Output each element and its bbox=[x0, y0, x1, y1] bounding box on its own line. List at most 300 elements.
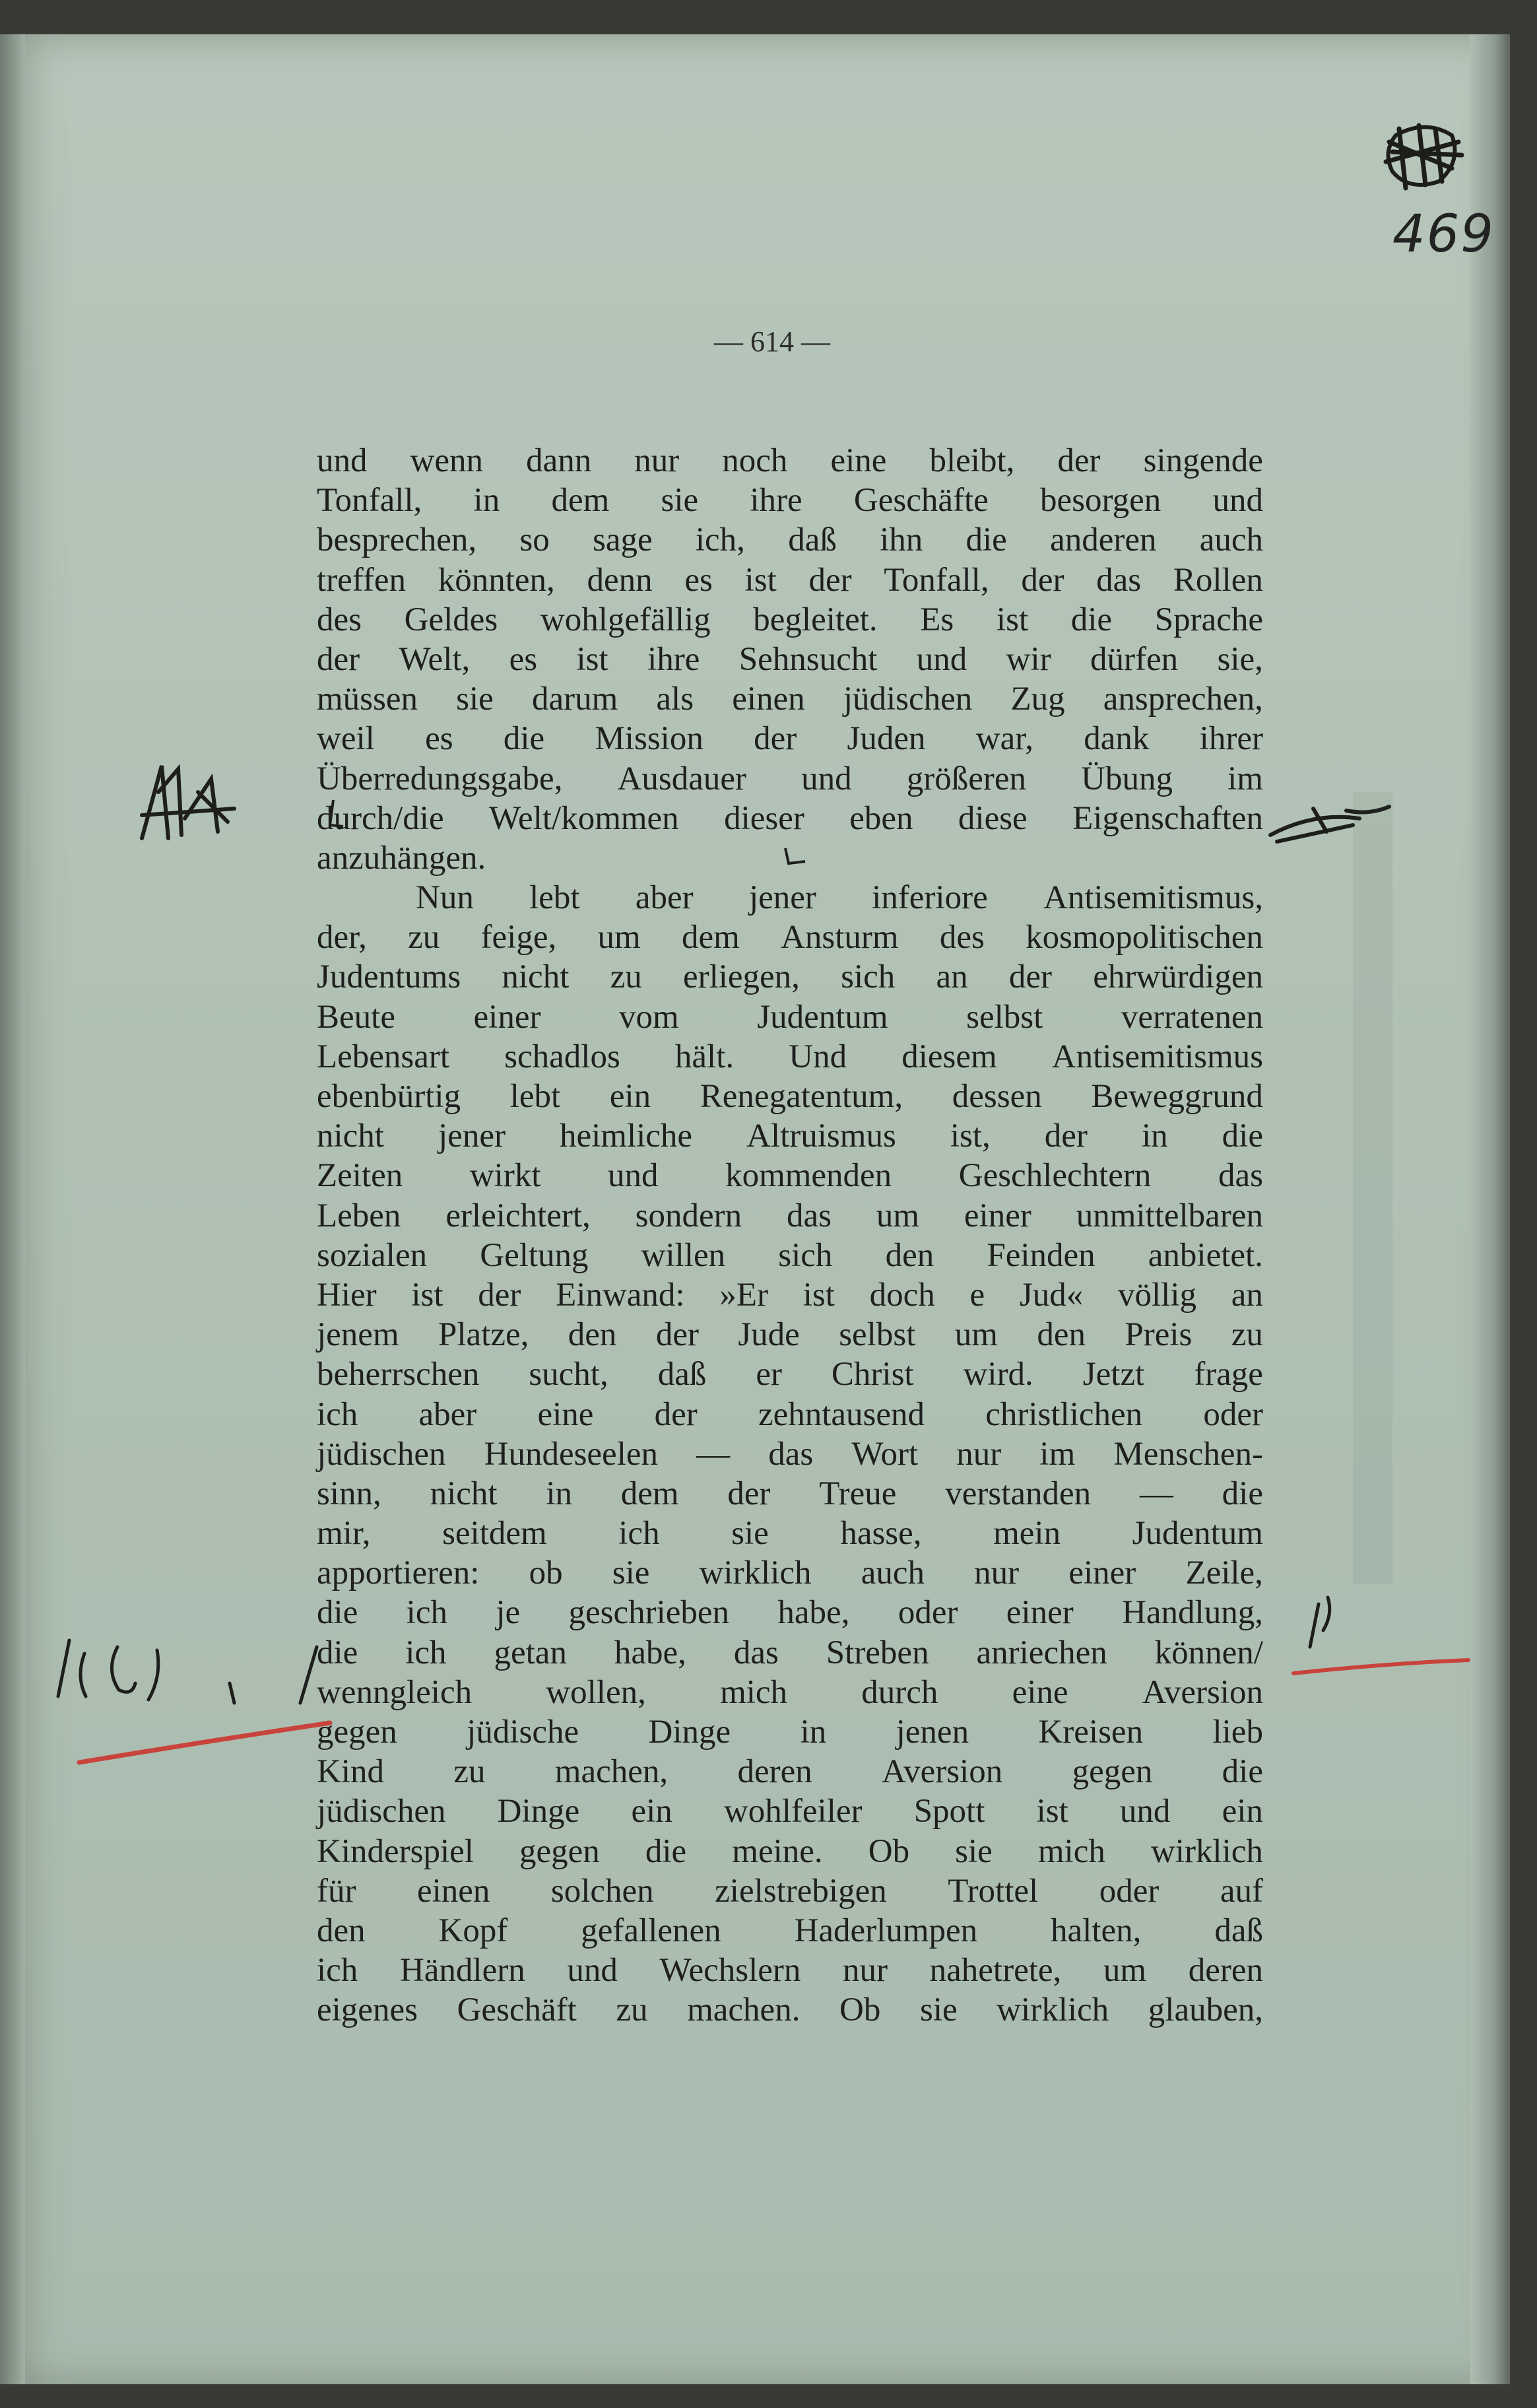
word: das bbox=[1218, 1157, 1263, 1195]
word: frage bbox=[1194, 1356, 1263, 1393]
word: er bbox=[756, 1356, 782, 1393]
word: wohlfeiler bbox=[723, 1793, 863, 1830]
word: oder bbox=[1099, 1872, 1160, 1910]
word: Mission bbox=[595, 720, 703, 758]
word: des bbox=[939, 919, 985, 956]
word: sie bbox=[456, 681, 494, 718]
word: anriechen bbox=[976, 1634, 1107, 1671]
word: ich bbox=[405, 1634, 447, 1671]
word: gefallenen bbox=[581, 1912, 721, 1949]
word: christlichen bbox=[985, 1395, 1143, 1433]
word: das bbox=[733, 1634, 779, 1671]
word: treffen bbox=[317, 561, 406, 599]
word: daß bbox=[788, 521, 837, 559]
word: sich bbox=[841, 958, 896, 996]
word: an bbox=[1231, 1276, 1263, 1314]
word: getan bbox=[494, 1634, 567, 1671]
text-line bbox=[317, 1116, 1263, 1156]
word: oder bbox=[1203, 1395, 1263, 1433]
word: Es bbox=[920, 601, 954, 638]
word: jüdische bbox=[467, 1714, 579, 1751]
text-line bbox=[317, 520, 1263, 560]
text-line bbox=[317, 1832, 1263, 1871]
word: nur bbox=[956, 1435, 1002, 1473]
word: selbst bbox=[839, 1316, 916, 1354]
word: ich bbox=[317, 1395, 358, 1433]
word: könnten, bbox=[438, 561, 555, 599]
word: Christ bbox=[831, 1356, 914, 1393]
word: einer bbox=[1006, 1594, 1074, 1632]
text-line bbox=[317, 1474, 1263, 1514]
word: mich bbox=[720, 1673, 788, 1711]
word: Judentum bbox=[1132, 1515, 1263, 1553]
word: Menschen- bbox=[1113, 1435, 1263, 1473]
word: eben bbox=[849, 799, 913, 837]
word: Treue bbox=[819, 1475, 897, 1512]
word: die bbox=[317, 1634, 358, 1671]
word: Antisemitismus, bbox=[1043, 879, 1263, 917]
word: noch bbox=[722, 442, 788, 479]
word: der bbox=[655, 1316, 699, 1354]
text-line bbox=[317, 1752, 1263, 1791]
word: um bbox=[954, 1316, 998, 1354]
word: dieser bbox=[724, 799, 804, 837]
word: Geltung bbox=[480, 1236, 589, 1274]
word: Juden bbox=[847, 720, 926, 758]
word: mir, bbox=[317, 1515, 371, 1553]
word: ich bbox=[406, 1594, 447, 1632]
text-line bbox=[317, 1791, 1263, 1831]
text-line bbox=[317, 838, 1263, 878]
word: daß bbox=[657, 1356, 707, 1393]
word: einer bbox=[964, 1197, 1031, 1234]
word: durch bbox=[861, 1673, 938, 1711]
word: nicht bbox=[317, 1118, 384, 1155]
text-line bbox=[317, 1395, 1263, 1434]
word: ist bbox=[1036, 1793, 1068, 1830]
text-line bbox=[317, 1354, 1263, 1394]
word: den bbox=[1037, 1316, 1086, 1354]
archive-number: 469 bbox=[1392, 205, 1495, 264]
word: Ansturm bbox=[781, 919, 899, 956]
word: der bbox=[1057, 442, 1101, 479]
word: eine bbox=[830, 442, 887, 479]
word: jener bbox=[438, 1118, 506, 1155]
word: einer bbox=[473, 998, 541, 1036]
word: ist, bbox=[950, 1118, 991, 1155]
word: die bbox=[1222, 1118, 1263, 1155]
word: Dinge bbox=[648, 1714, 731, 1751]
word: lebt bbox=[509, 1078, 561, 1115]
word: erleichtert, bbox=[445, 1197, 591, 1234]
word: einer bbox=[1068, 1555, 1136, 1592]
word: ist bbox=[802, 1276, 835, 1314]
text-line bbox=[317, 679, 1263, 719]
word: Streben bbox=[826, 1634, 929, 1671]
word: den bbox=[317, 1912, 366, 1949]
word: Trottel bbox=[948, 1872, 1039, 1910]
word: Handlung, bbox=[1122, 1594, 1263, 1632]
word: die bbox=[965, 521, 1007, 559]
word: und bbox=[1119, 1793, 1171, 1830]
text-line bbox=[317, 1196, 1263, 1236]
word: ehrwürdigen bbox=[1093, 958, 1263, 996]
word: Spott bbox=[913, 1793, 985, 1830]
word: Einwand: bbox=[556, 1276, 685, 1314]
text-line bbox=[317, 1315, 1263, 1354]
word: deren bbox=[737, 1753, 812, 1791]
text-line bbox=[317, 997, 1263, 1037]
word: wohlgefällig bbox=[540, 601, 711, 638]
word: gegen bbox=[1072, 1753, 1153, 1791]
word: wenn bbox=[410, 442, 484, 479]
text-line bbox=[317, 1514, 1263, 1553]
word: sie bbox=[919, 1991, 958, 2029]
text-line bbox=[317, 441, 1263, 481]
word: in bbox=[1141, 1118, 1168, 1155]
word: geschrieben bbox=[568, 1594, 730, 1632]
word: ein bbox=[1222, 1793, 1263, 1830]
word: des bbox=[317, 601, 362, 638]
word: gegen bbox=[519, 1832, 600, 1870]
text-line bbox=[317, 1077, 1263, 1116]
word: Beute bbox=[317, 998, 395, 1036]
word: ein bbox=[609, 1078, 651, 1115]
word: größeren bbox=[906, 760, 1027, 797]
text-line bbox=[317, 1593, 1263, 1632]
text-line bbox=[317, 759, 1263, 799]
word: Kind bbox=[317, 1753, 384, 1791]
word: ebenbürtig bbox=[317, 1078, 461, 1115]
word: Geschäft bbox=[457, 1991, 577, 2029]
word: zielstrebigen bbox=[715, 1872, 887, 1910]
word: machen. bbox=[687, 1991, 801, 2029]
word: Zeiten bbox=[317, 1157, 403, 1195]
word: in bbox=[546, 1475, 572, 1512]
text-line bbox=[317, 1037, 1263, 1077]
text-line bbox=[317, 799, 1263, 838]
word: Antisemitismus bbox=[1051, 1038, 1263, 1075]
word: der bbox=[727, 1475, 771, 1512]
word: Wort bbox=[851, 1435, 919, 1473]
word: nahetrete, bbox=[929, 1952, 1062, 1990]
word: doch bbox=[869, 1276, 935, 1314]
word: das bbox=[786, 1197, 832, 1234]
word: eine bbox=[537, 1395, 594, 1433]
text-line bbox=[317, 878, 1263, 918]
word: jüdischen bbox=[317, 1793, 446, 1830]
word: die bbox=[503, 720, 545, 758]
word: und bbox=[801, 760, 852, 797]
word: Überredungsgabe, bbox=[317, 760, 563, 797]
word: heimliche bbox=[559, 1118, 693, 1155]
word: nur bbox=[974, 1555, 1020, 1592]
word: willen bbox=[641, 1236, 726, 1274]
word: Judentums bbox=[317, 958, 461, 996]
word: Zug bbox=[1010, 681, 1065, 718]
word: erliegen, bbox=[682, 958, 800, 996]
word: aber bbox=[418, 1395, 477, 1433]
word: Platze, bbox=[438, 1316, 529, 1354]
word: um bbox=[1103, 1952, 1147, 1990]
word: jenen bbox=[896, 1714, 969, 1751]
word: Hier bbox=[317, 1276, 377, 1314]
word: Und bbox=[789, 1038, 847, 1075]
word: im bbox=[1039, 1435, 1076, 1473]
word: der bbox=[317, 640, 360, 678]
text-line bbox=[317, 1236, 1263, 1275]
word: Judentum bbox=[757, 998, 888, 1036]
word: zu bbox=[453, 1753, 486, 1791]
word: den bbox=[885, 1236, 934, 1274]
word: Ausdauer bbox=[617, 760, 747, 797]
word: ist bbox=[576, 640, 608, 678]
word: sie, bbox=[1217, 640, 1263, 678]
word: ansprechen, bbox=[1103, 681, 1263, 718]
word: nur bbox=[843, 1952, 888, 1990]
word: ihn bbox=[880, 521, 923, 559]
word: sucht, bbox=[529, 1356, 608, 1393]
word: selbst bbox=[966, 998, 1043, 1036]
word: hält. bbox=[674, 1038, 735, 1075]
word: Sehnsucht bbox=[738, 640, 878, 678]
text-line bbox=[317, 1990, 1263, 2030]
word: in bbox=[473, 482, 500, 519]
word: und bbox=[1212, 482, 1263, 519]
word: Geldes bbox=[404, 601, 498, 638]
word: Zeile, bbox=[1185, 1555, 1263, 1592]
word: die bbox=[1222, 1475, 1263, 1512]
struck-archive-number-scribble bbox=[1379, 116, 1465, 195]
word: ich, bbox=[695, 521, 745, 559]
word: beherrschen bbox=[317, 1356, 480, 1393]
word: ich bbox=[317, 1952, 358, 1990]
word: halten, bbox=[1051, 1912, 1142, 1949]
word: anderen bbox=[1050, 521, 1157, 559]
word: jener bbox=[748, 879, 816, 917]
word: dem bbox=[620, 1475, 679, 1512]
word: dürfen bbox=[1090, 640, 1179, 678]
word: dem bbox=[551, 482, 610, 519]
word: Jude bbox=[738, 1316, 800, 1354]
text-line bbox=[317, 481, 1263, 520]
word: jenem bbox=[317, 1316, 399, 1354]
word: die bbox=[317, 1594, 358, 1632]
word: sondern bbox=[635, 1197, 742, 1234]
word: es bbox=[425, 720, 453, 758]
word: bleibt, bbox=[929, 442, 1015, 479]
text-line bbox=[317, 1871, 1263, 1911]
word: Kreisen bbox=[1038, 1714, 1144, 1751]
word: an bbox=[936, 958, 968, 996]
word: der bbox=[654, 1395, 698, 1433]
word: verratenen bbox=[1121, 998, 1263, 1036]
word: den bbox=[568, 1316, 617, 1354]
word: ist bbox=[744, 561, 777, 599]
word: besorgen bbox=[1040, 482, 1161, 519]
word: e bbox=[969, 1276, 985, 1314]
word: war, bbox=[975, 720, 1033, 758]
word: Kinderspiel bbox=[317, 1832, 474, 1870]
text-line bbox=[317, 957, 1263, 997]
word: nur bbox=[634, 442, 680, 479]
word: Jud« bbox=[1019, 1276, 1084, 1314]
text-line bbox=[317, 918, 1263, 957]
word: diese bbox=[958, 799, 1028, 837]
word: Tonfall, bbox=[317, 482, 422, 519]
word: hasse, bbox=[840, 1515, 922, 1553]
word: Altruismus bbox=[746, 1118, 896, 1155]
word: wirklich bbox=[1150, 1832, 1263, 1870]
right-page-edge bbox=[1470, 34, 1510, 2384]
word: glauben, bbox=[1148, 1991, 1263, 2029]
word: wirklich bbox=[997, 1991, 1109, 2029]
word: dessen bbox=[952, 1078, 1042, 1115]
word: eine bbox=[1012, 1673, 1068, 1711]
word: dem bbox=[681, 919, 740, 956]
word: solchen bbox=[550, 1872, 654, 1910]
word: dann bbox=[526, 442, 592, 479]
word: nicht bbox=[430, 1475, 498, 1512]
word: nicht bbox=[502, 958, 570, 996]
word: zu bbox=[610, 958, 642, 996]
word: es bbox=[684, 561, 713, 599]
word: anbietet. bbox=[1148, 1236, 1263, 1274]
word: habe, bbox=[614, 1634, 686, 1671]
text-line bbox=[317, 1673, 1263, 1712]
word: — bbox=[696, 1435, 731, 1473]
word: Haderlumpen bbox=[794, 1912, 978, 1949]
word: lebt bbox=[529, 879, 580, 917]
word: kommenden bbox=[725, 1157, 892, 1195]
word: Beweggrund bbox=[1091, 1078, 1263, 1115]
text-line bbox=[317, 1911, 1263, 1951]
text-line bbox=[317, 719, 1263, 758]
word: apportieren: bbox=[317, 1555, 480, 1592]
word: Dinge bbox=[497, 1793, 580, 1830]
word: darum bbox=[531, 681, 618, 718]
word: aber bbox=[635, 879, 694, 917]
word: Nun bbox=[416, 879, 474, 917]
page-number: — 614 — bbox=[714, 325, 830, 358]
word: Welt/kommen bbox=[489, 799, 679, 837]
word: um bbox=[876, 1197, 920, 1234]
word: für bbox=[317, 1872, 356, 1910]
word: unmittelbaren bbox=[1076, 1197, 1263, 1234]
word: als bbox=[656, 681, 694, 718]
word: dank bbox=[1084, 720, 1150, 758]
word: Feinden bbox=[987, 1236, 1096, 1274]
word: der, bbox=[317, 919, 367, 956]
text-line bbox=[317, 1156, 1263, 1195]
word: sage bbox=[593, 521, 653, 559]
word: Lebensart bbox=[317, 1038, 450, 1075]
word: das bbox=[1096, 561, 1142, 599]
word: und bbox=[317, 442, 368, 479]
text-line bbox=[317, 640, 1263, 679]
word: je bbox=[496, 1594, 521, 1632]
word: meine. bbox=[732, 1832, 823, 1870]
text-line bbox=[317, 1553, 1263, 1593]
word: jüdischen bbox=[317, 1435, 446, 1473]
text-line bbox=[317, 1434, 1263, 1474]
word: Aversion bbox=[882, 1753, 1003, 1791]
text-line bbox=[317, 560, 1263, 600]
body-text bbox=[317, 441, 1263, 2030]
word: eigenes bbox=[317, 1991, 418, 2029]
word: denn bbox=[587, 561, 653, 599]
word: inferiore bbox=[872, 879, 988, 917]
word: wollen, bbox=[546, 1673, 646, 1711]
word: und bbox=[916, 640, 967, 678]
word: die bbox=[645, 1832, 687, 1870]
word: so bbox=[519, 521, 550, 559]
word: wenngleich bbox=[317, 1673, 473, 1711]
word: es bbox=[509, 640, 538, 678]
word: auch bbox=[861, 1555, 925, 1592]
word: wirklich bbox=[699, 1555, 812, 1592]
word: zu bbox=[1231, 1316, 1263, 1354]
word: Eigenschaften bbox=[1072, 799, 1263, 837]
word: habe, bbox=[777, 1594, 850, 1632]
word: auch bbox=[1199, 521, 1263, 559]
word: ihre bbox=[750, 482, 802, 519]
word: um bbox=[597, 919, 641, 956]
word: sich bbox=[778, 1236, 833, 1274]
word: ihre bbox=[647, 640, 700, 678]
word: durch/die bbox=[317, 799, 444, 837]
word: in bbox=[800, 1714, 827, 1751]
word: Jetzt bbox=[1082, 1356, 1145, 1393]
text-line bbox=[317, 1275, 1263, 1315]
word: der bbox=[754, 720, 797, 758]
word: sie bbox=[612, 1555, 650, 1592]
word: die bbox=[1222, 1753, 1263, 1791]
word: singende bbox=[1143, 442, 1263, 479]
text-line bbox=[317, 600, 1263, 640]
word: weil bbox=[317, 720, 375, 758]
word: Preis bbox=[1125, 1316, 1193, 1354]
word: Ob bbox=[868, 1832, 910, 1870]
word: das bbox=[768, 1435, 814, 1473]
word: sie bbox=[661, 482, 699, 519]
word: zu bbox=[616, 1991, 648, 2029]
word: Kopf bbox=[438, 1912, 508, 1949]
word: »Er bbox=[719, 1276, 768, 1314]
word: können/ bbox=[1154, 1634, 1263, 1671]
word: die bbox=[1070, 601, 1113, 638]
word: machen, bbox=[554, 1753, 669, 1791]
word: müssen bbox=[317, 681, 418, 718]
word: der bbox=[1044, 1118, 1088, 1155]
word: vom bbox=[619, 998, 679, 1036]
word: Sprache bbox=[1154, 601, 1263, 638]
word: Geschäfte bbox=[853, 482, 989, 519]
word: und bbox=[608, 1157, 659, 1195]
word: sinn, bbox=[317, 1475, 381, 1512]
word: oder bbox=[898, 1594, 958, 1632]
word: besprechen, bbox=[317, 521, 477, 559]
word: ich bbox=[618, 1515, 660, 1553]
word: kosmopolitischen bbox=[1026, 919, 1263, 956]
word: schadlos bbox=[504, 1038, 620, 1075]
word: der bbox=[1008, 958, 1053, 996]
word: sie bbox=[731, 1515, 769, 1553]
word: wird. bbox=[963, 1356, 1033, 1393]
word: Aversion bbox=[1142, 1673, 1263, 1711]
word: der bbox=[478, 1276, 521, 1314]
word: zehntausend bbox=[758, 1395, 925, 1433]
